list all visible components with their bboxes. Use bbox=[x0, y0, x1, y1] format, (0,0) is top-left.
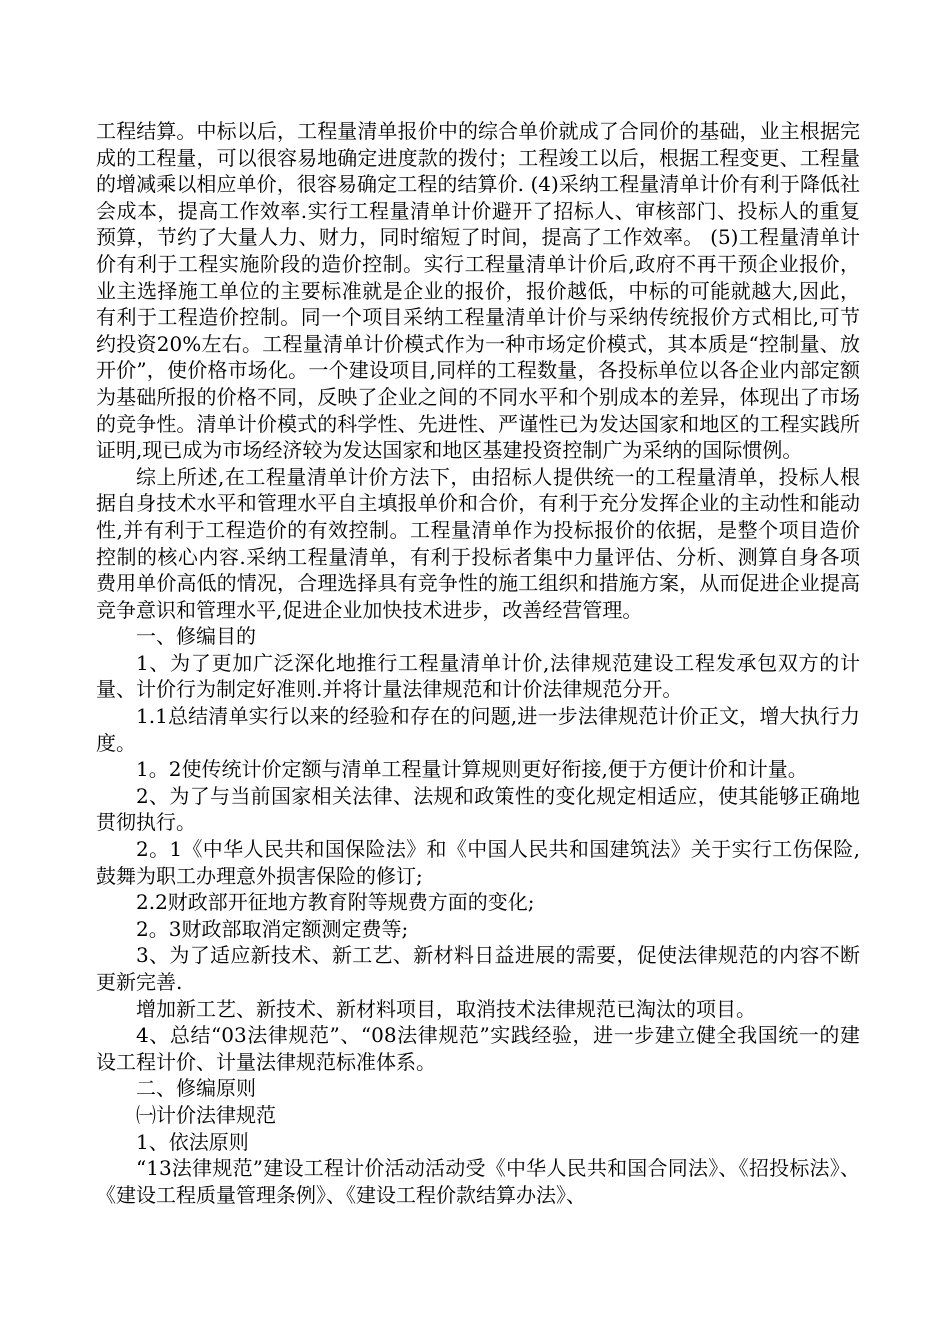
paragraph: 3、为了适应新技术、新工艺、新材料日益进展的需要，促使法律规范的内容不断更新完善. bbox=[96, 943, 860, 994]
paragraph: 1。2使传统计价定额与清单工程量计算规则更好衔接,便于方便计价和计量。 bbox=[136, 757, 808, 782]
paragraph: 2。1《中华人民共和国保险法》和《中国人民共和国建筑法》关于实行工伤保险,鼓舞为职工办理意外损害保险的修订; bbox=[96, 837, 860, 888]
paragraph: 工程结算。中标以后，工程量清单报价中的综合单价就成了合同价的基础，业主根据完成的工程量，可以很容易地确定进度款的拨付；工程竣工以后，根据工程变更、工程量的增减乘以相应单价，很容易确定工程的结算价. (4)采纳工程量清单计价有利于降低社会成本，提高工作效率.实行工程量清单计价避开了招标人、审核部门、投标人的重复预算，节约了大量人力、财力，同时缩短了时间，提高了工作效率。 (5)工程量清单计价有利于工程实施阶段的造价控制。实行工程量清单计价后,政府不再干预企业报价，业主选择施工单位的主要标准就是企业的报价，报价越低，中标的可能就越大,因此，有利于工程造价控制。同一个项目采纳工程量清单计价与采纳传统报价方式相比,可节约投资20%左右。工程量清单计价模式作为一种市场定价模式，其本质是“控制量、放开价”，使价格市场化。一个建设项目,同样的工程数量，各投标单位以各企业内部定额为基础所报的价格不同，反映了企业之间的不同水平和个别成本的差异，体现出了市场的竞争性。清单计价模式的科学性、先进性、严谨性已为发达国家和地区的工程实践所证明,现已成为市场经济较为发达国家和地区基建投资控制广为采纳的国际惯例。 bbox=[96, 119, 860, 463]
paragraph: 2.2财政部开征地方教育附等规费方面的变化; bbox=[136, 890, 535, 915]
paragraph: 1、为了更加广泛深化地推行工程量清单计价,法律规范建设工程发承包双方的计量、计价行为制定好准则.并将计量法律规范和计价法律规范分开。 bbox=[96, 650, 860, 702]
section-heading: 二、修编原则 bbox=[136, 1076, 256, 1101]
subsection-heading: 1、依法原则 bbox=[136, 1129, 249, 1154]
subsection-heading: ㈠计价法律规范 bbox=[136, 1102, 276, 1127]
paragraph: 4、总结“03法律规范”、“08法律规范”实践经验，进一步建立健全我国统一的建设工程计价、计量法律规范标准体系。 bbox=[96, 1023, 860, 1074]
paragraph: 2、为了与当前国家相关法律、法规和政策性的变化规定相适应，使其能够正确地贯彻执行。 bbox=[96, 783, 860, 835]
paragraph: 2。3财政部取消定额测定费等; bbox=[136, 916, 409, 941]
paragraph: 1.1总结清单实行以来的经验和存在的问题,进一步法律规范计价正文，增大执行力度。 bbox=[96, 704, 860, 755]
paragraph: 综上所述,在工程量清单计价方法下，由招标人提供统一的工程量清单，投标人根据自身技术水平和管理水平自主填报单价和合价，有利于充分发挥企业的主动性和能动性,并有利于工程造价的有效控制。工程量清单作为投标报价的依据，是整个项目造价控制的核心内容.采纳工程量清单，有利于投标者集中力量评估、分析、测算自身各项费用单价高低的情况，合理选择具有竞争性的施工组织和措施方案，从而促进企业提高竞争意识和管理水平,促进企业加快技术进步，改善经营管理。 bbox=[96, 464, 860, 622]
section-heading: 一、修编目的 bbox=[136, 624, 256, 649]
document-body bbox=[96, 118, 860, 1208]
paragraph: “13法律规范”建设工程计价活动活动受《中华人民共和国合同法》、《招投标法》、《建设工程质量管理条例》、《建设工程价款结算办法》、 bbox=[96, 1156, 860, 1207]
paragraph: 增加新工艺、新技术、新材料项目，取消技术法律规范已淘汰的项目。 bbox=[136, 996, 756, 1021]
